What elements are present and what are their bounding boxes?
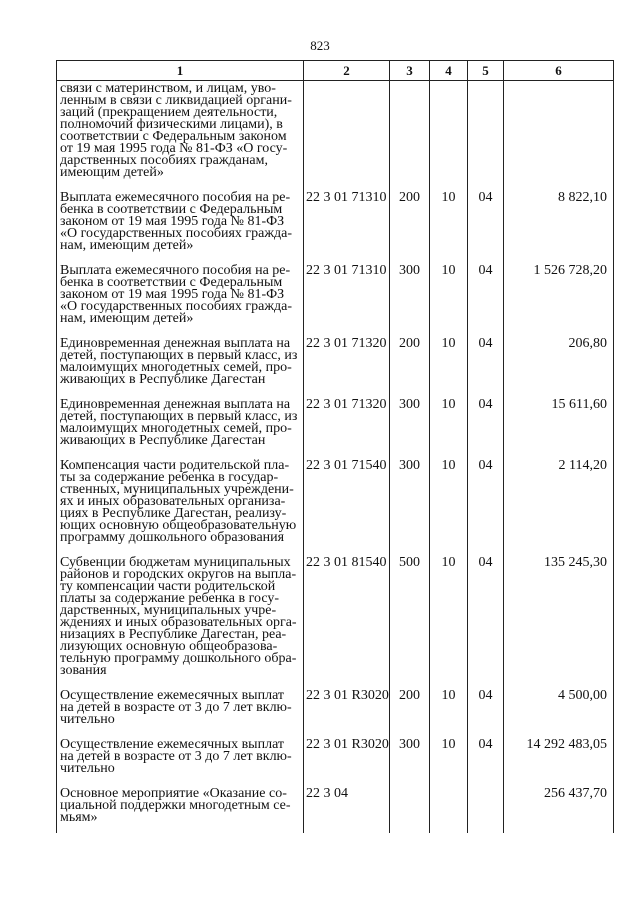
row-col-3: 200 xyxy=(390,686,430,735)
page-number: 823 xyxy=(310,38,330,53)
row-col-5: 04 xyxy=(468,735,504,784)
row-amount: 14 292 483,05 xyxy=(504,735,614,784)
row-col-4: 10 xyxy=(430,261,468,334)
row-col-5: 04 xyxy=(468,261,504,334)
table-row xyxy=(57,784,614,833)
header-col-5: 5 xyxy=(468,61,504,81)
row-name: Выплата ежемесячного пособия на ре- бенка в соответствии с Федеральным законом от 19 мая 1995 года № 81-ФЗ «О государственных пособиях гражда- нам, имеющим детей» xyxy=(57,188,304,261)
row-code: 22 3 01 71320 xyxy=(304,395,390,456)
row-amount: 15 611,60 xyxy=(504,395,614,456)
row-amount: 206,80 xyxy=(504,334,614,395)
row-amount: 135 245,30 xyxy=(504,553,614,686)
table-body xyxy=(57,81,614,834)
row-col-3: 200 xyxy=(390,334,430,395)
row-name: Основное мероприятие «Оказание со- циальной поддержки многодетным се- мьям» xyxy=(57,784,304,833)
row-col-3: 300 xyxy=(390,735,430,784)
table-row xyxy=(57,395,614,456)
table-row xyxy=(57,686,614,735)
row-col-5: 04 xyxy=(468,686,504,735)
row-code: 22 3 01 71320 xyxy=(304,334,390,395)
row-col-4: 10 xyxy=(430,553,468,686)
row-col-4 xyxy=(430,81,468,189)
table-row xyxy=(57,334,614,395)
row-name: Компенсация части родительской пла- ты за содержание ребенка в государ- ственных, муниципальных учреждени- ях и иных образовательных организа- циях в Республике Дагестан, реализу- ющих основную общеобразовательную программу дошкольного образования xyxy=(57,456,304,553)
row-code: 22 3 01 71540 xyxy=(304,456,390,553)
budget-table xyxy=(56,60,614,833)
row-name: Единовременная денежная выплата на детей, поступающих в первый класс, из малоимущих многодетных семей, про- живающих в Республике Дагестан xyxy=(57,334,304,395)
table-row xyxy=(57,735,614,784)
row-col-3: 500 xyxy=(390,553,430,686)
row-amount: 4 500,00 xyxy=(504,686,614,735)
row-amount: 2 114,20 xyxy=(504,456,614,553)
row-amount: 256 437,70 xyxy=(504,784,614,833)
row-code: 22 3 01 71310 xyxy=(304,188,390,261)
header-col-2: 2 xyxy=(304,61,390,81)
table-row xyxy=(57,553,614,686)
row-col-3 xyxy=(390,784,430,833)
row-col-3: 300 xyxy=(390,395,430,456)
header-col-1: 1 xyxy=(57,61,304,81)
row-col-4 xyxy=(430,784,468,833)
row-code: 22 3 04 xyxy=(304,784,390,833)
row-code xyxy=(304,81,390,189)
row-col-4: 10 xyxy=(430,456,468,553)
row-col-3: 300 xyxy=(390,261,430,334)
table-header-row xyxy=(57,61,614,81)
row-name: Субвенции бюджетам муниципальных районов и городских округов на выпла- ту компенсации части родительской платы за содержание ребенка в госу- дарственных, муниципальных учре- ждениях и иных образовательных орга- низациях в Республике Дагестан, реа- лизующих основную общеобразова- тельную программу дошкольного обра- зования xyxy=(57,553,304,686)
row-col-5 xyxy=(468,81,504,189)
row-col-5 xyxy=(468,784,504,833)
row-col-4: 10 xyxy=(430,395,468,456)
row-col-4: 10 xyxy=(430,735,468,784)
row-name: Осуществление ежемесячных выплат на детей в возрасте от 3 до 7 лет вклю- чительно xyxy=(57,686,304,735)
row-col-4: 10 xyxy=(430,188,468,261)
row-amount: 8 822,10 xyxy=(504,188,614,261)
row-col-5: 04 xyxy=(468,334,504,395)
row-code: 22 3 01 81540 xyxy=(304,553,390,686)
row-col-3: 200 xyxy=(390,188,430,261)
header-col-6: 6 xyxy=(504,61,614,81)
row-code: 22 3 01 R3020 xyxy=(304,735,390,784)
table-row xyxy=(57,188,614,261)
row-col-5: 04 xyxy=(468,456,504,553)
row-amount xyxy=(504,81,614,189)
row-col-5: 04 xyxy=(468,553,504,686)
row-col-3: 300 xyxy=(390,456,430,553)
row-amount: 1 526 728,20 xyxy=(504,261,614,334)
table-row xyxy=(57,261,614,334)
row-name: Осуществление ежемесячных выплат на детей в возрасте от 3 до 7 лет вклю- чительно xyxy=(57,735,304,784)
row-code: 22 3 01 71310 xyxy=(304,261,390,334)
row-name: Единовременная денежная выплата на детей, поступающих в первый класс, из малоимущих многодетных семей, про- живающих в Республике Дагестан xyxy=(57,395,304,456)
header-col-4: 4 xyxy=(430,61,468,81)
row-name: Выплата ежемесячного пособия на ре- бенка в соответствии с Федеральным законом от 19 мая 1995 года № 81-ФЗ «О государственных пособиях гражда- нам, имеющим детей» xyxy=(57,261,304,334)
header-col-3: 3 xyxy=(390,61,430,81)
row-name: связи с материнством, и лицам, уво- ленным в связи с ликвидацией органи- заций (прекращением деятельности, полномочий физическими лицами), в соответствии с Федеральным законом от 19 мая 1995 года № 81-ФЗ «О госу- дарственных пособиях гражданам, имеющим детей» xyxy=(57,81,304,189)
table-row xyxy=(57,81,614,189)
row-col-4: 10 xyxy=(430,686,468,735)
row-col-3 xyxy=(390,81,430,189)
row-col-5: 04 xyxy=(468,395,504,456)
row-col-5: 04 xyxy=(468,188,504,261)
row-code: 22 3 01 R3020 xyxy=(304,686,390,735)
table-row xyxy=(57,456,614,553)
row-col-4: 10 xyxy=(430,334,468,395)
